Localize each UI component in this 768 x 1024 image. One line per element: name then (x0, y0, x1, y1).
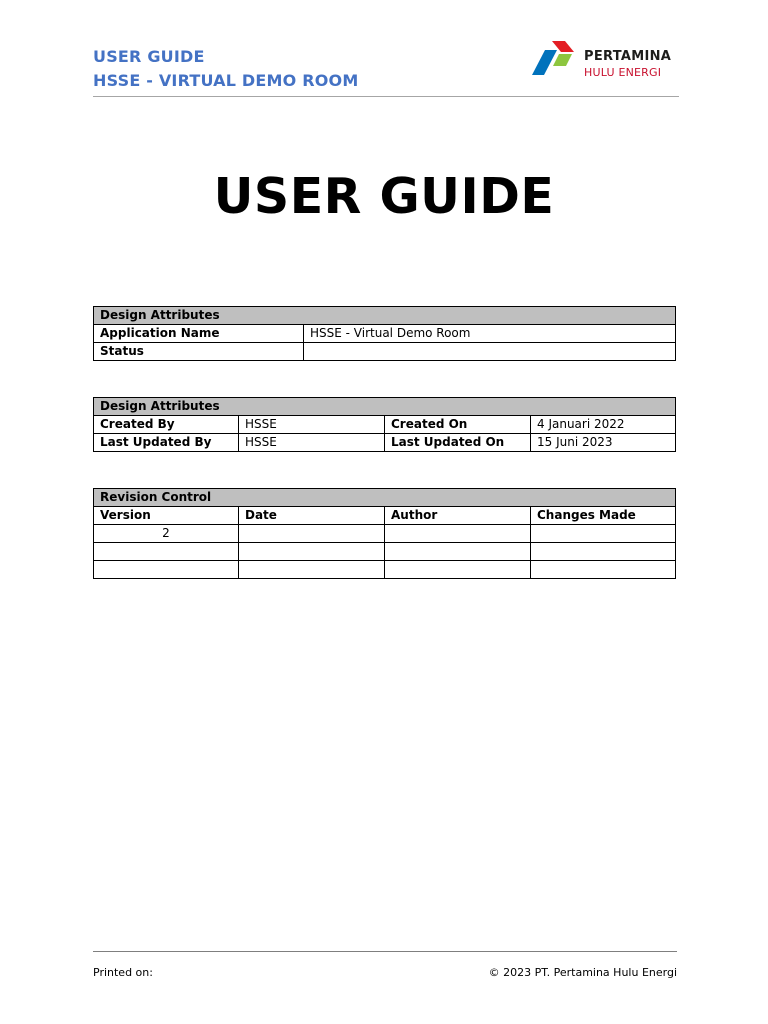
field-value: 15 Juni 2023 (531, 434, 676, 452)
field-label: Last Updated On (385, 434, 531, 452)
field-label: Application Name (94, 325, 304, 343)
field-value: 4 Januari 2022 (531, 416, 676, 434)
field-value: HSSE - Virtual Demo Room (304, 325, 676, 343)
header-subtitle: HSSE - VIRTUAL DEMO ROOM (93, 71, 359, 90)
column-header-changes: Changes Made (531, 507, 676, 525)
changes-cell (531, 561, 676, 579)
table-header: Design Attributes (94, 307, 676, 325)
changes-cell (531, 525, 676, 543)
page-footer (93, 951, 677, 979)
pertamina-logo (532, 41, 682, 85)
logo-name: PERTAMINA (584, 49, 672, 64)
logo-subtitle: HULU ENERGI (584, 66, 662, 79)
design-attributes-table (93, 397, 676, 452)
table-header: Design Attributes (94, 398, 676, 416)
column-header-date: Date (239, 507, 385, 525)
table-row (94, 561, 676, 579)
application-attributes-table (93, 306, 676, 361)
pertamina-logo-icon (532, 41, 580, 81)
field-label: Created On (385, 416, 531, 434)
column-header-author: Author (385, 507, 531, 525)
version-cell: 2 (94, 525, 239, 543)
field-value: HSSE (239, 416, 385, 434)
table-row (94, 525, 676, 543)
table-row (94, 343, 676, 361)
page-header (93, 44, 679, 97)
document-title: USER GUIDE (213, 168, 555, 225)
table-row (94, 543, 676, 561)
printed-on-label: Printed on: (93, 966, 153, 979)
revision-control-table (93, 488, 676, 579)
field-label: Status (94, 343, 304, 361)
column-header-version: Version (94, 507, 239, 525)
table-header-row (94, 507, 676, 525)
version-cell (94, 543, 239, 561)
field-value: HSSE (239, 434, 385, 452)
author-cell (385, 543, 531, 561)
table-header: Revision Control (94, 489, 676, 507)
table-row (94, 416, 676, 434)
date-cell (239, 561, 385, 579)
date-cell (239, 543, 385, 561)
field-value (304, 343, 676, 361)
author-cell (385, 525, 531, 543)
date-cell (239, 525, 385, 543)
table-row (94, 325, 676, 343)
copyright-text: © 2023 PT. Pertamina Hulu Energi (488, 966, 677, 979)
table-row (94, 434, 676, 452)
version-cell (94, 561, 239, 579)
header-title: USER GUIDE (93, 47, 205, 66)
author-cell (385, 561, 531, 579)
field-label: Created By (94, 416, 239, 434)
changes-cell (531, 543, 676, 561)
field-label: Last Updated By (94, 434, 239, 452)
